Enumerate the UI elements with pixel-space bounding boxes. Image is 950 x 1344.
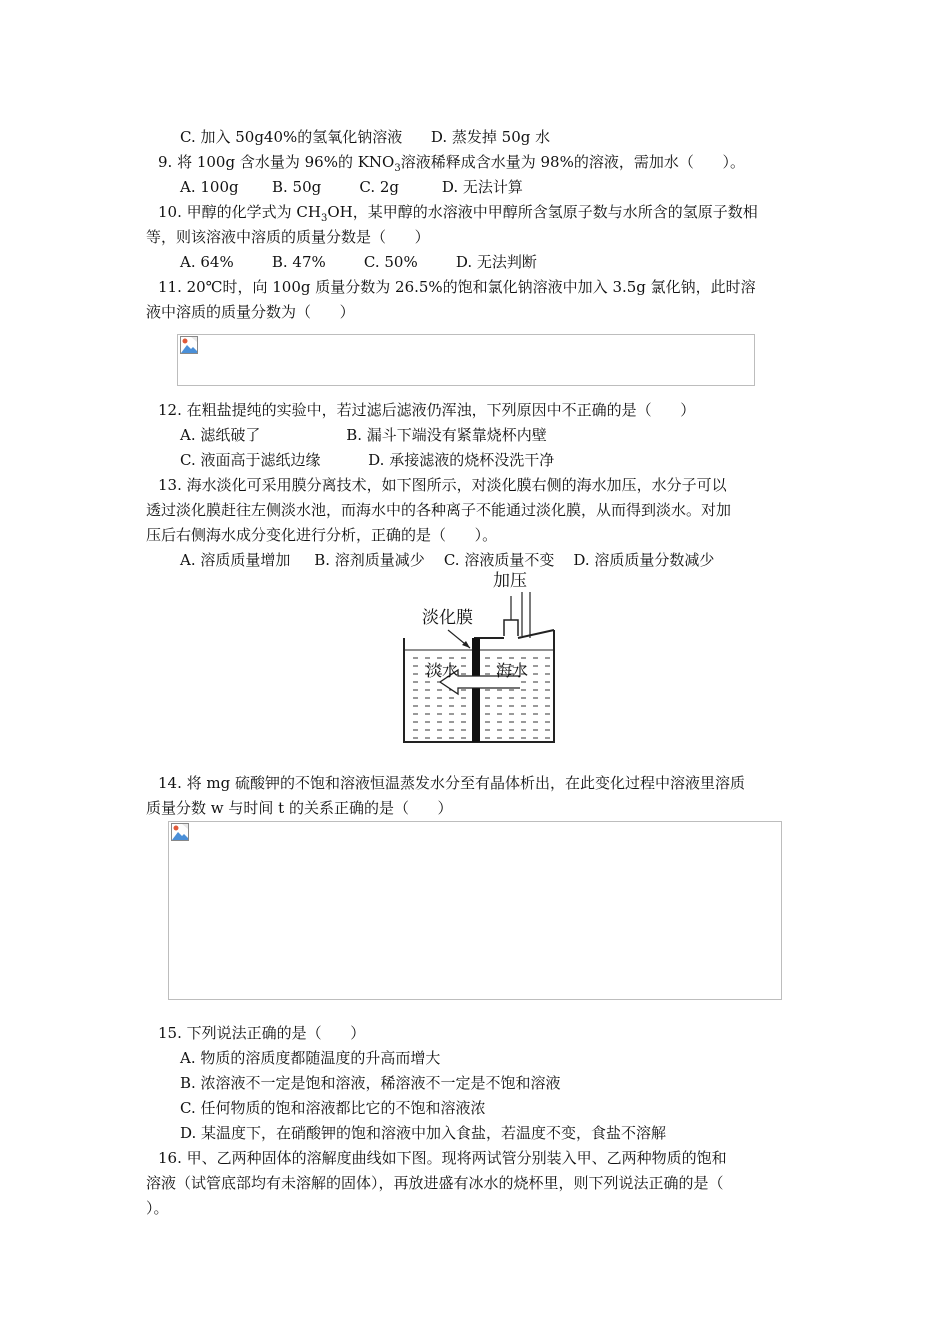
fresh-water-label: 淡水: [426, 661, 459, 680]
pressure-label: 加压: [493, 571, 527, 591]
piston-cylinder: [504, 620, 518, 636]
broken-image-icon: [180, 336, 198, 354]
sea-water-label: 海水: [496, 661, 529, 680]
q11-stem: 11. 20℃时，向 100g 质量分数为 26.5%的饱和氯化钠溶液中加入 3.5g 氯化钠，此时溶: [158, 278, 756, 296]
q13-stem: 13. 海水淡化可采用膜分离技术，如下图所示，对淡化膜右侧的海水加压，水分子可以: [158, 476, 727, 494]
q14-stem: 14. 将 mg 硫酸钾的不饱和溶液恒温蒸发水分至有晶体析出，在此变化过程中溶液里溶质: [158, 774, 745, 792]
desalination-diagram: [400, 566, 560, 746]
q10-options: A. 64% B. 47% C. 50% D. 无法判断: [180, 253, 537, 271]
broken-image-icon: [171, 823, 189, 841]
q16-stem-cont1: 溶液（试管底部均有未溶解的固体），再放进盛有冰水的烧杯里，则下列说法正确的是（: [146, 1174, 724, 1192]
q13-stem-cont1: 透过淡化膜赶往左侧淡水池，而海水中的各种离子不能通过淡化膜，从而得到淡水。对加: [146, 501, 732, 519]
q12-options-ab: A. 滤纸破了 B. 漏斗下端没有紧靠烧杯内壁: [180, 426, 547, 444]
q11-options-image-placeholder: [177, 334, 755, 386]
q14-stem-cont: 质量分数 w 与时间 t 的关系正确的是（ ）: [146, 799, 453, 817]
q14-options-image-placeholder: [168, 821, 782, 1000]
q9-stem: 9. 将 100g 含水量为 96%的 $KNO_3$溶液稀释成含水量为 98%的溶液，需加水（ ）。: [158, 153, 745, 174]
q8-options-cd: C. 加入 50g40%的氢氧化钠溶液 D. 蒸发掉 50g 水: [180, 128, 551, 146]
q10-stem: 10. 甲醇的化学式为 $CH_3OH$，某甲醇的水溶液中甲醇所含氢原子数与水所含的氢原子数相: [158, 203, 758, 224]
q15-option-b: B. 浓溶液不一定是饱和溶液，稀溶液不一定是不饱和溶液: [180, 1074, 561, 1092]
q13-stem-cont2: 压后右侧海水成分变化进行分析，正确的是（ ）。: [146, 526, 498, 544]
membrane: [472, 638, 480, 742]
q16-stem: 16. 甲、乙两种固体的溶解度曲线如下图。现将两试管分别装入甲、乙两种物质的饱和: [158, 1149, 727, 1167]
q10-stem-cont: 等，则该溶液中溶质的质量分数是（ ）: [146, 228, 430, 246]
q16-stem-cont2: ）。: [146, 1199, 169, 1217]
q15-stem: 15. 下列说法正确的是（ ）: [158, 1024, 366, 1042]
q15-option-d: D. 某温度下，在硝酸钾的饱和溶液中加入食盐，若温度不变，食盐不溶解: [180, 1124, 667, 1142]
q11-stem-cont: 液中溶质的质量分数为（ ）: [146, 303, 355, 321]
q13-options: A. 溶质质量增加 B. 溶剂质量减少 C. 溶液质量不变 D. 溶质质量分数减少: [180, 551, 715, 569]
q9-options: A. 100g B. 50g C. 2g D. 无法计算: [180, 178, 523, 196]
q15-option-a: A. 物质的溶质度都随温度的升高而增大: [180, 1049, 441, 1067]
q12-options-cd: C. 液面高于滤纸边缘 D. 承接滤液的烧杯没洗干净: [180, 451, 555, 469]
q15-option-c: C. 任何物质的饱和溶液都比它的不饱和溶液浓: [180, 1099, 486, 1117]
membrane-label: 淡化膜: [422, 608, 473, 628]
q12-stem: 12. 在粗盐提纯的实验中，若过滤后滤液仍浑浊，下列原因中不正确的是（ ）: [158, 401, 696, 419]
